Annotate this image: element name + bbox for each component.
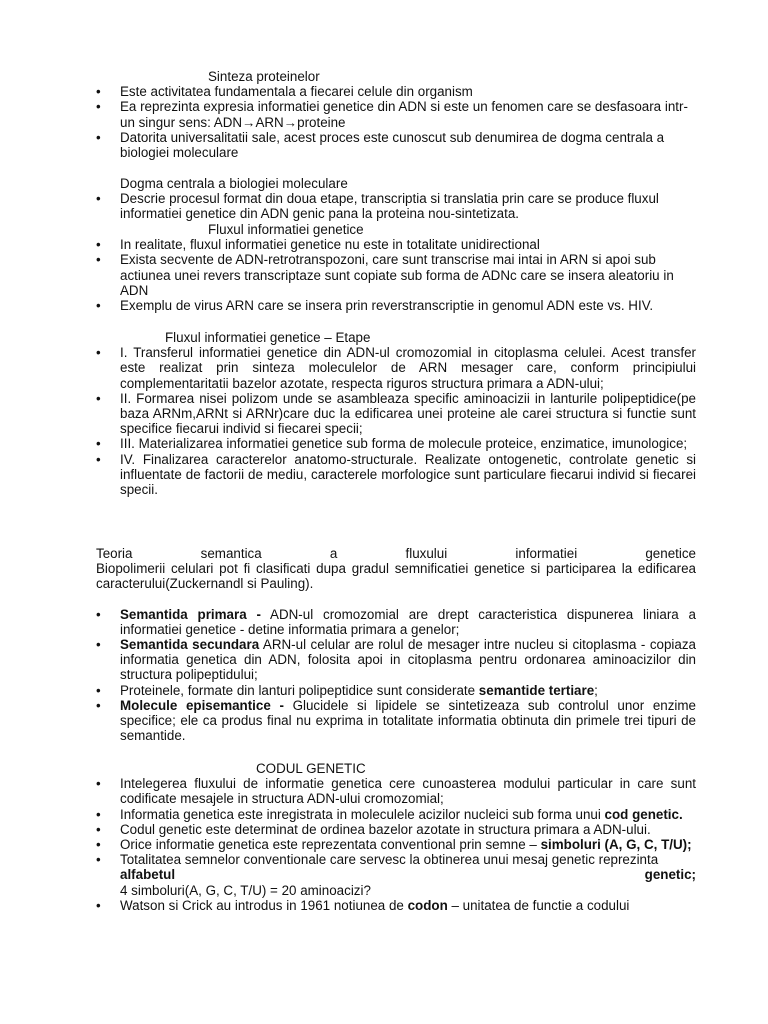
list-item: [96, 837, 696, 852]
term: semantide tertiare: [478, 682, 595, 698]
list-item: • Codul genetic este determinat de ordinea bazelor azotate in structura primara a ADN-ului.: [96, 822, 696, 837]
section-title: Sinteza proteinelor: [208, 69, 320, 84]
list-item: • Exemplu de virus ARN care se insera prin reverstranscriptie in genomul ADN este vs. HIV.: [96, 298, 696, 313]
semantic-theory-intro: Biopolimerii celulari pot fi clasificati dupa gradul semnificatiei genetice si participarea la edificarea caracterului(Zuckernandl si Pauling).: [96, 561, 696, 592]
section-title: Fluxul informatiei genetice – Etape: [165, 330, 371, 345]
list-item: [96, 807, 696, 822]
list-item: [96, 607, 696, 637]
section-title: CODUL GENETIC: [256, 761, 366, 776]
list-item: • Intelegerea fluxului de informatie genetica cere cunoasterea modului particular in care sunt codificate mesajele in structura ADN-ului cromozomial;: [96, 776, 696, 806]
term: Molecule episemantice -: [120, 697, 284, 713]
item-text: – unitatea de functie a codului: [447, 897, 630, 913]
term: Semantida primara -: [120, 606, 261, 622]
symbols-line: 4 simboluri(A, G, C, T/U) = 20 aminoacizi?: [120, 882, 371, 898]
list-item: • Exista secvente de ADN-retrotranspozoni, care sunt transcrise mai intai in ARN si apoi sub actiunea unei revers transcriptaze sunt copiate sub forma de ADNc care se insera aleatoriu in ADN: [96, 252, 696, 298]
bullet-list: [96, 607, 696, 744]
list-item: • IV. Finalizarea caracterelor anatomo-structurale. Realizate ontogenetic, controlate genetic si influentate de factorii de mediu, caracterele morfologice sunt particulare fiecarui individ si fiecarei specii.: [96, 452, 696, 498]
list-item: [96, 898, 696, 913]
list-item: • III. Materializarea informatiei genetice sub forma de molecule proteice, enzimatice, imunologice;: [96, 436, 696, 451]
list-item: [96, 852, 696, 898]
item-text: Informatia genetica este inregistrata in moleculele acizilor nucleici sub forma unui: [120, 806, 605, 822]
list-item: • Este activitatea fundamentala a fiecarei celule din organism: [96, 84, 696, 99]
section-central-dogma: [96, 176, 696, 222]
definition: ADN-ul cromozomial are drept caracteristica dispunerea liniara a informatiei genetice - detine informatia primara a genelor;: [120, 606, 697, 637]
item-text: Orice informatie genetica este reprezentata conventional prin semne –: [120, 837, 541, 853]
term: Semantida secundara: [120, 637, 260, 653]
semantic-theory-title: Teoria semantica a fluxului informatiei genetice: [96, 546, 696, 561]
term: alfabetul: [120, 867, 176, 883]
section-protein-synthesis: [96, 69, 696, 160]
list-item: • In realitate, fluxul informatiei genetice nu este in totalitate unidirectional: [96, 237, 696, 252]
section-title: Fluxul informatiei genetice: [208, 222, 364, 237]
bullet-list: [96, 776, 696, 913]
bullet-list: [96, 84, 696, 160]
section-semantic-theory: [96, 546, 696, 743]
list-item: [96, 698, 696, 744]
definition: Proteinele, formate din lanturi polipeptidice sunt considerate: [120, 682, 479, 698]
list-item: • I. Transferul informatiei genetice din ADN-ul cromozomial in citoplasma celulei. Acest transfer este realizat prin sinteza moleculelor de ARN mesager care, conform principiului complementaritatii bazelor azotate, respecta riguros structura primara a ADN-ului;: [96, 345, 696, 391]
definition: ARN-ul celular are rolul de mesager intre nucleu si citoplasma - copiaza informatia genetica din ADN, folosita apoi in citoplasma pentru ordonarea aminoacizilor din structura polipeptidului;: [120, 637, 696, 683]
section-genetic-flow: [96, 222, 696, 313]
term: cod genetic.: [604, 806, 683, 822]
list-item: • II. Formarea nisei polizom unde se asambleaza specific aminoacizii in lanturile polipeptidice(pe baza ARNm,ARNt si ARNr)care duc la edificarea unei proteine ale carei structura si functie sunt specifice fiecarui individ si fiecarei specii;: [96, 391, 696, 437]
term: genetic;: [644, 867, 696, 883]
item-text: Watson si Crick au introdus in 1961 notiunea de: [120, 897, 408, 913]
item-text: Totalitatea semnelor conventionale care servesc la obtinerea unui mesaj genetic reprezinta: [120, 852, 659, 868]
list-item: • Ea reprezinta expresia informatiei genetice din ADN si este un fenomen care se desfasoara intr-un singur sens: ADN→ARN→proteine: [96, 99, 696, 129]
section-genetic-code: [96, 761, 696, 913]
list-item: [96, 637, 696, 683]
section-flow-stages: [96, 330, 696, 497]
term: codon: [407, 897, 448, 913]
definition: Glucidele si lipidele se sintetizeaza sub controlul unor enzime specifice; ele ca produs final nu exprima in totalitate informatia obtinuta din primele trei tipuri de semantide.: [120, 697, 697, 744]
section-title: Dogma centrala a biologiei moleculare: [120, 176, 348, 191]
punctuation: ;: [594, 682, 598, 698]
bullet-list: [96, 237, 696, 313]
bullet-list: [96, 345, 696, 497]
alphabet-line: [120, 867, 696, 882]
list-item: [96, 683, 696, 698]
list-item: • Datorita universalitatii sale, acest proces este cunoscut sub denumirea de dogma centrala a biologiei moleculare: [96, 130, 696, 160]
term: simboluri (A, G, C, T/U);: [540, 837, 692, 853]
list-item: • Descrie procesul format din doua etape, transcriptia si translatia prin care se produce fluxul informatiei genetice din ADN genic pana la proteina nou-sintetizata.: [96, 191, 696, 221]
bullet-list: [96, 191, 696, 221]
